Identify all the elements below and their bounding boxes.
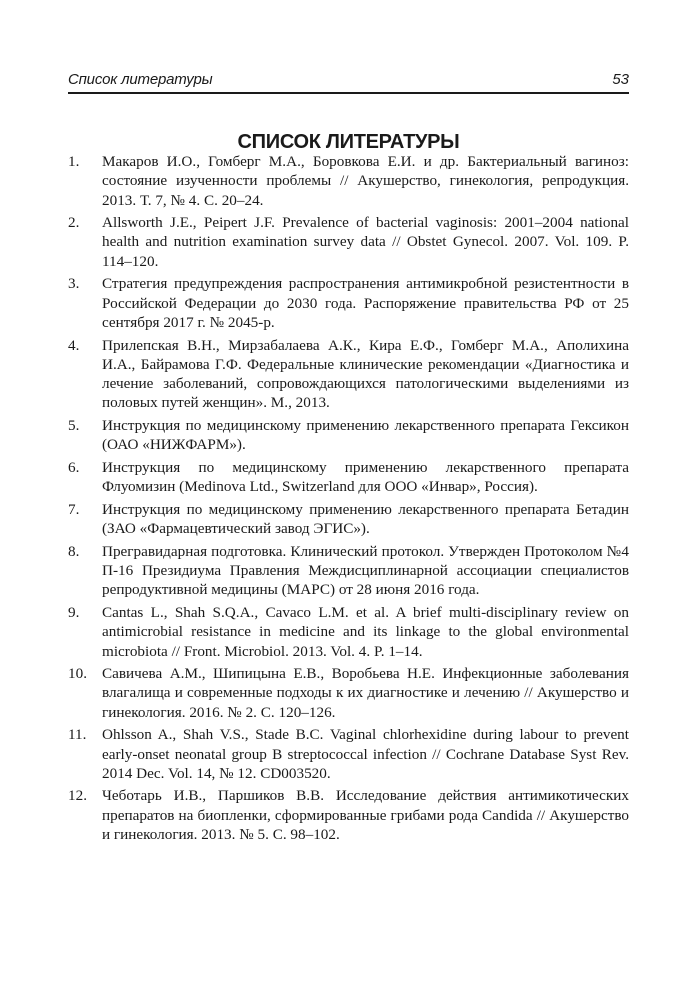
reference-number: 8.	[68, 542, 80, 560]
reference-item	[68, 416, 629, 455]
reference-text: Стратегия предупреждения распространения антимикробной резистентности в Российской Федерации до 2030 года. Распоряжение правительства РФ от 25 сентября 2017 г. № 2045-р.	[102, 275, 629, 331]
reference-text: Прегравидарная подготовка. Клинический протокол. Утвержден Протоколом №4 П-16 Президиума Правления Междисциплинарной ассоциации специалистов репродуктивной медицины (МАРС) от 28 июня 2016 года.	[102, 542, 629, 599]
reference-item	[68, 725, 629, 783]
reference-text: Ohlsson A., Shah V.S., Stade B.C. Vaginal chlorhexidine during labour to prevent early-onset neonatal group B streptococcal infection // Cochrane Database Syst Rev. 2014 Dec. Vol. 14, № 12. CD003520.	[102, 726, 629, 782]
reference-text: Allsworth J.E., Peipert J.F. Prevalence of bacterial vaginosis: 2001–2004 national health and nutrition examination survey data // Obstet Gynecol. 2007. Vol. 109. P. 114–120.	[102, 214, 629, 270]
reference-item	[68, 664, 629, 722]
reference-text: Инструкция по медицинскому применению лекарственного препарата Гексикон (ОАО «НИЖФАРМ»).	[102, 417, 629, 454]
reference-number: 4.	[68, 336, 80, 354]
reference-number: 11.	[68, 726, 87, 744]
reference-number: 9.	[68, 603, 80, 621]
reference-item	[68, 786, 629, 844]
running-header	[68, 70, 629, 94]
reference-number: 1.	[68, 153, 80, 170]
reference-list	[68, 152, 629, 848]
reference-text: Прилепская В.Н., Мирзабалаева А.К., Кира Е.Ф., Гомберг М.А., Аполихина И.А., Байрамова Г.Ф. Федеральные клинические рекомендации «Диагностика и лечение заболеваний, сопровождающихся патологическими выделениями из половых путей женщин». М., 2013.	[102, 336, 629, 412]
reference-text: Cantas L., Shah S.Q.A., Cavaco L.M. et al. A brief multi-disciplinary review on antimicrobial resistance in medicine and its linkage to the global environmental microbiota // Front. Microbiol. 2013. Vol. 4. P. 1–14.	[102, 603, 629, 660]
reference-item	[68, 458, 629, 497]
section-title: СПИСОК ЛИТЕРАТУРЫ	[237, 131, 460, 154]
reference-item	[68, 213, 629, 271]
reference-number: 3.	[68, 275, 80, 293]
reference-text: Чеботарь И.В., Паршиков В.В. Исследование действия антимикотических препаратов на биопленки, сформированные грибами рода Candida // Акушерство и гинекология. 2013. № 5. С. 98–102.	[102, 787, 629, 844]
reference-item	[68, 603, 629, 661]
reference-item	[68, 274, 629, 332]
reference-number: 6.	[68, 458, 80, 476]
reference-number: 2.	[68, 214, 80, 232]
reference-text: Инструкция по медицинскому применению лекарственного препарата Бетадин (ЗАО «Фармацевтический завод ЭГИС»).	[102, 500, 629, 538]
reference-item	[68, 542, 629, 600]
reference-number: 7.	[68, 500, 80, 518]
reference-number: 10.	[68, 665, 87, 683]
reference-item	[68, 152, 629, 210]
reference-number: 5.	[68, 417, 80, 435]
reference-item	[68, 500, 629, 539]
reference-item	[68, 336, 629, 413]
running-title: Список литературы	[68, 71, 213, 88]
page-number: 53	[612, 71, 629, 88]
reference-text: Инструкция по медицинскому применению лекарственного препарата Флуомизин (Medinova Ltd., Switzerland для ООО «Инвар», Россия).	[102, 458, 629, 496]
reference-number: 12.	[68, 787, 87, 805]
reference-text: Савичева А.М., Шипицына Е.В., Воробьева Н.Е. Инфекционные заболевания влагалища и современные подходы к их диагностике и лечению // Акушерство и гинекология. 2016. № 2. С. 120–126.	[102, 665, 629, 721]
reference-text: Макаров И.О., Гомберг М.А., Боровкова Е.И. и др. Бактериальный вагиноз: состояние изученности проблемы // Акушерство, гинекология, репродукция. 2013. Т. 7, № 4. С. 20–24.	[102, 153, 629, 209]
